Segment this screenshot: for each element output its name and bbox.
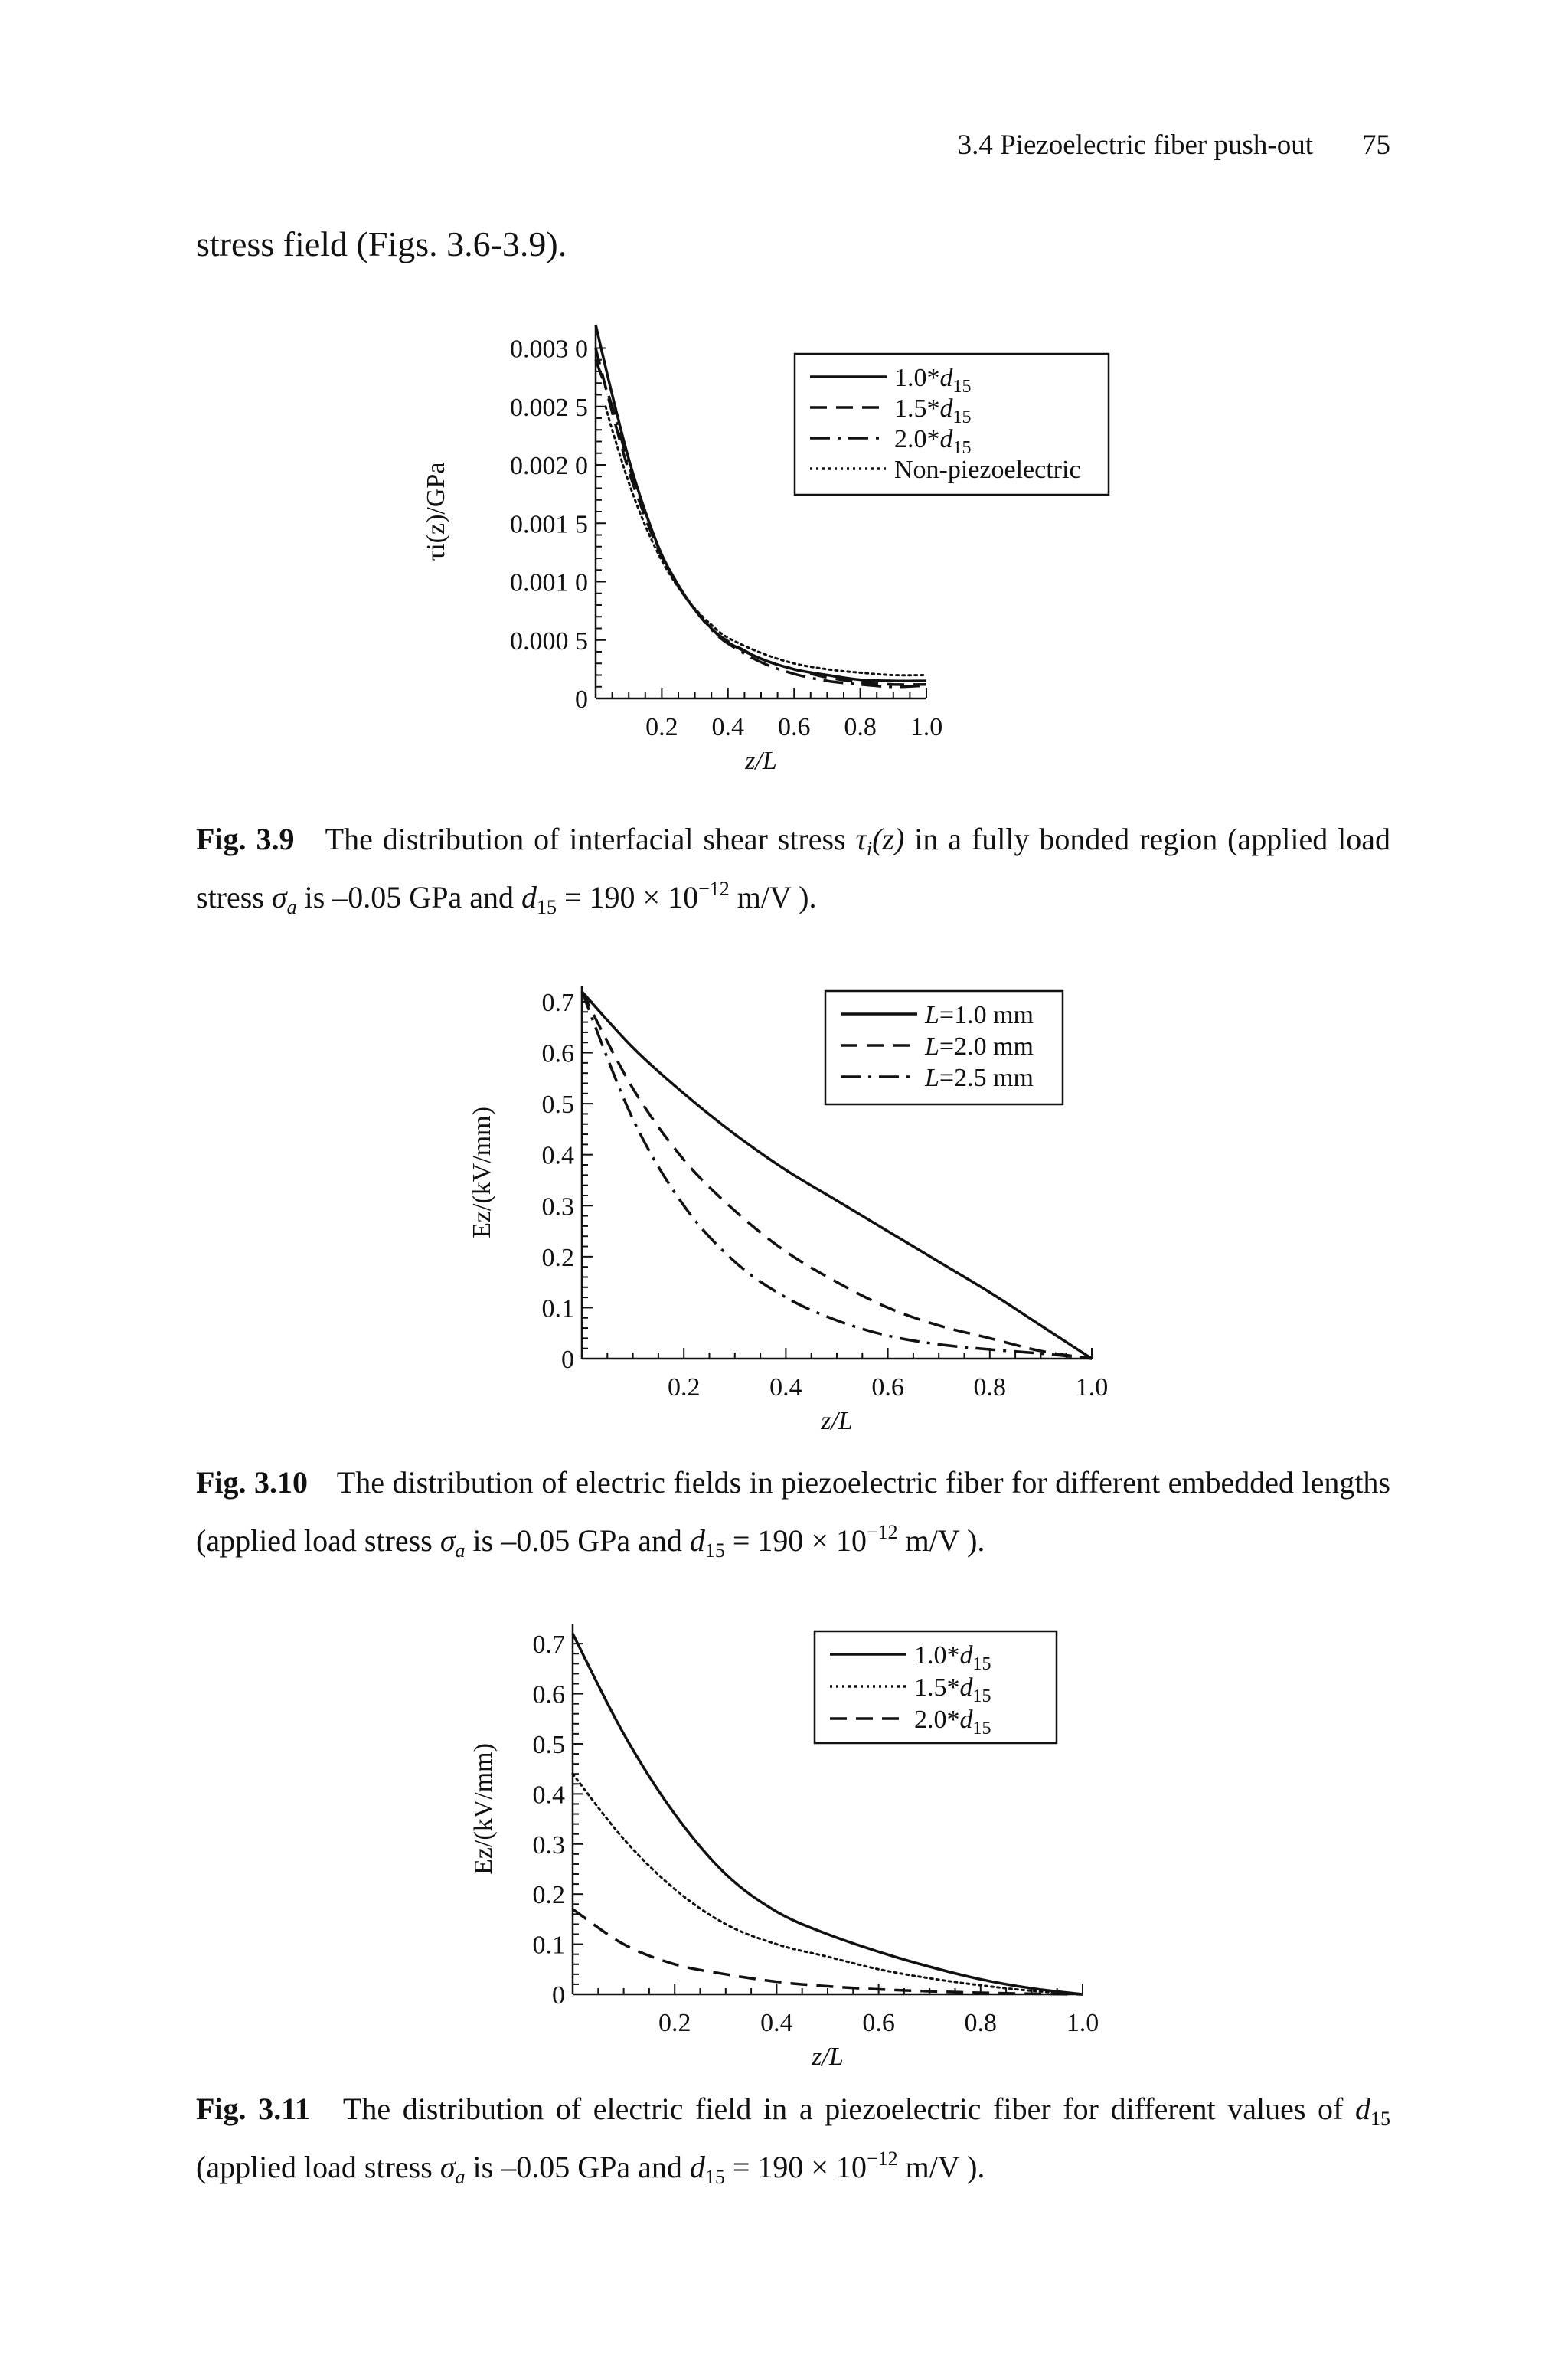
y-tick-label: 0.6	[541, 1039, 574, 1068]
y-tick-label: 0.3	[532, 1830, 565, 1860]
legend	[825, 991, 1063, 1104]
series-line-3	[573, 1909, 1083, 1994]
x-tick-label: 0.6	[777, 713, 811, 741]
legend-label-2: $1.5*d_{15}$	[914, 1673, 991, 1706]
y-tick-label: 0.2	[541, 1243, 574, 1272]
caption-fig-3-9: Fig. 3.9 The distribution of interfacial shear stress $\tau_i(z)$ in a fully bonded region (applied load stress $\sigma_a$ is –0.05 GPa and $d_{15} = 190 \times 10^{-12}$ m/V ).	[196, 822, 1391, 918]
legend-label-1: $1.0*d_{15}$	[914, 1641, 991, 1674]
x-tick-label: 1.0	[1066, 2009, 1099, 2037]
x-tick-label: 0.2	[645, 713, 678, 741]
x-axis-label: z/L	[745, 747, 777, 775]
legend	[815, 1631, 1057, 1743]
y-axis-label: τi(z)/GPa	[422, 462, 450, 561]
y-tick-label: 0.001 5	[510, 510, 588, 539]
intro-text: stress field (Figs. 3.6-3.9).	[196, 224, 567, 263]
y-tick-label: 0.001 0	[510, 568, 588, 597]
y-tick-label: 0.4	[532, 1781, 565, 1810]
x-tick-label: 0.4	[760, 2009, 793, 2037]
legend-label-3: $2.0*d_{15}$	[894, 425, 972, 458]
legend-label-1: $1.0*d_{15}$	[894, 364, 972, 397]
chart-shear-stress	[413, 291, 1133, 796]
y-tick-label: 0.7	[541, 988, 574, 1017]
x-axis-label: z/L	[812, 2043, 844, 2071]
y-tick-label: 0	[575, 685, 588, 714]
series-line-2	[573, 1774, 1083, 1994]
y-tick-label: 0.2	[532, 1881, 565, 1910]
y-tick-label: 0	[552, 1981, 565, 2010]
caption-label: Fig. 3.11	[196, 2092, 310, 2126]
x-tick-label: 1.0	[910, 713, 943, 741]
chart-electric-field-d15	[452, 1593, 1125, 2071]
y-tick-label: 0.7	[532, 1631, 565, 1660]
caption-fig-3-10: Fig. 3.10 The distribution of electric fields in piezoelectric fiber for different embedded lengths (applied load stress $\sigma_a$ is –0.05 GPa and $d_{15} = 190 \times 10^{-12}$ m/V ).	[196, 1465, 1391, 1562]
x-tick-label: 0.8	[964, 2009, 998, 2037]
legend-label-4: Non-piezoelectric	[894, 456, 1081, 484]
running-head	[916, 129, 1390, 162]
x-tick-label: 1.0	[1075, 1373, 1109, 1402]
y-axis-label: Ez/(kV/mm)	[469, 1743, 498, 1875]
y-tick-label: 0.003 0	[510, 335, 588, 364]
x-tick-label: 0.2	[667, 1373, 701, 1402]
legend-label-3: $2.0*d_{15}$	[914, 1706, 991, 1739]
x-axis-label: z/L	[821, 1407, 853, 1435]
section-title: 3.4 Piezoelectric fiber push-out	[957, 129, 1313, 161]
y-tick-label: 0.6	[532, 1680, 565, 1709]
y-tick-label: 0.5	[541, 1091, 574, 1120]
y-tick-label: 0.000 5	[510, 626, 588, 656]
legend-label-2: L=2.0 mm	[925, 1032, 1034, 1061]
y-tick-label: 0.3	[541, 1192, 574, 1222]
legend	[795, 354, 1109, 495]
caption-fig-3-11: Fig. 3.11 The distribution of electric field in a piezoelectric fiber for different values of $d_{15}$ (applied load stress $\sigma_a$ is –0.05 GPa and $d_{15} = 190 \times 10^{-12}$ m/V ).	[196, 2092, 1391, 2188]
x-tick-label: 0.6	[871, 1373, 904, 1402]
x-tick-label: 0.4	[711, 713, 745, 741]
x-tick-label: 0.6	[862, 2009, 895, 2037]
y-axis-label: Ez/(kV/mm)	[468, 1107, 496, 1238]
y-tick-label: 0.4	[541, 1141, 574, 1170]
legend-label-3: L=2.5 mm	[925, 1064, 1034, 1092]
chart-electric-field-lengths	[452, 963, 1125, 1438]
x-tick-label: 0.8	[844, 713, 877, 741]
x-tick-label: 0.4	[769, 1373, 802, 1402]
legend-label-1: L=1.0 mm	[925, 1001, 1034, 1029]
legend-label-2: $1.5*d_{15}$	[894, 394, 972, 427]
y-tick-label: 0.1	[541, 1294, 574, 1323]
x-tick-label: 0.8	[973, 1373, 1007, 1402]
page-number: 75	[1362, 129, 1390, 161]
x-tick-label: 0.2	[658, 2009, 691, 2037]
caption-label: Fig. 3.10	[196, 1465, 309, 1500]
figure-3-11	[452, 1593, 1125, 2071]
y-tick-label: 0.002 0	[510, 452, 588, 480]
figure-3-9	[413, 291, 1133, 796]
figure-3-10	[452, 963, 1125, 1438]
y-tick-label: 0.1	[532, 1931, 565, 1960]
y-tick-label: 0.5	[532, 1730, 565, 1759]
caption-label: Fig. 3.9	[196, 822, 295, 856]
y-tick-label: 0.002 5	[510, 393, 588, 422]
y-tick-label: 0	[561, 1346, 574, 1374]
